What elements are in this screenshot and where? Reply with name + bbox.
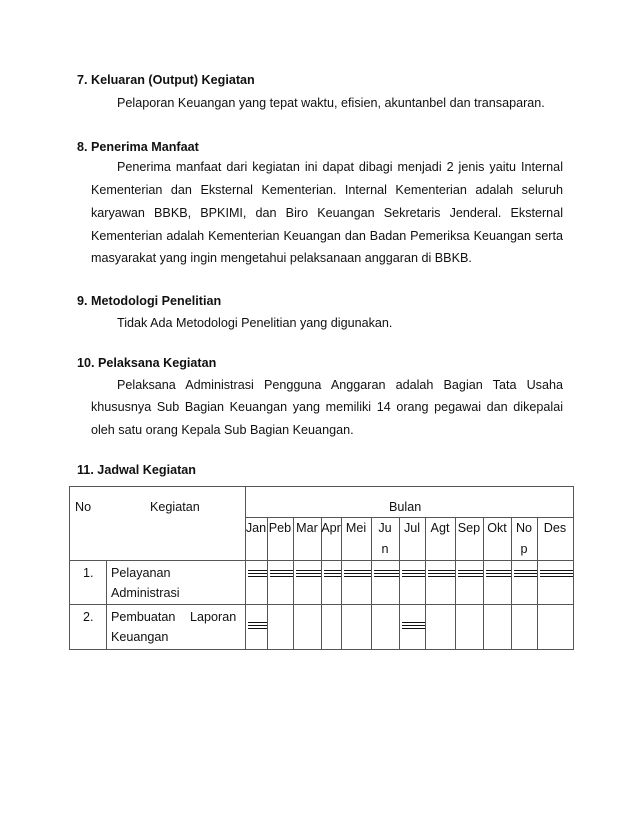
month-label: Okt: [487, 521, 507, 535]
month-column-divider: [537, 517, 538, 650]
schedule-bar: [344, 570, 371, 577]
row-1-kegiatan-line-1: Pelayanan: [111, 566, 171, 580]
month-label: Apr: [321, 521, 341, 535]
month-label: Des: [543, 521, 567, 535]
section-7-text: Pelaporan Keuangan yang tepat waktu, efisien, akuntanbel dan transaparan.: [117, 96, 545, 110]
schedule-bar: [540, 570, 573, 577]
table-border-left: [69, 486, 70, 650]
month-column-divider: [293, 517, 294, 650]
month-label: Jul: [403, 521, 421, 535]
month-label: Agt: [430, 521, 450, 535]
table-border-top: [69, 486, 574, 487]
schedule-bar: [270, 570, 293, 577]
section-8-line-4: Kementerian adalah Kementerian Keuangan dan Badan Pemeriksa Keuangan serta: [91, 229, 563, 243]
section-10-line-3: oleh satu orang Kepala Sub Bagian Keuangan.: [91, 423, 354, 437]
month-label-continued: n: [381, 542, 389, 556]
schedule-bar: [296, 570, 321, 577]
table-month-divider: [245, 517, 574, 518]
schedule-bar: [402, 622, 425, 629]
month-label: Peb: [268, 521, 292, 535]
header-no: No: [75, 500, 92, 514]
month-column-divider: [371, 517, 372, 650]
schedule-bar: [324, 570, 341, 577]
month-label: Mei: [345, 521, 367, 535]
schedule-bar: [486, 570, 511, 577]
row-2-kegiatan-line-1b: Laporan: [190, 610, 237, 624]
table-border-right: [573, 486, 574, 650]
month-column-divider: [483, 517, 484, 650]
month-column-divider: [455, 517, 456, 650]
month-label: Sep: [457, 521, 481, 535]
section-8-line-3: karyawan BBKB, BPKIMI, dan Biro Keuangan Sekretaris Jenderal. Eksternal: [91, 206, 563, 220]
month-label: Ju: [378, 521, 392, 535]
header-bulan: Bulan: [389, 500, 422, 514]
header-kegiatan: Kegiatan: [150, 500, 200, 514]
month-label: No: [515, 521, 533, 535]
section-10-line-2: khususnya Sub Bagian Keuangan yang memiliki 14 orang pegawai dan dikepalai: [91, 400, 563, 414]
table-col-kegiatan-divider: [245, 486, 246, 650]
section-9-text: Tidak Ada Metodologi Penelitian yang digunakan.: [117, 316, 393, 330]
schedule-bar: [428, 570, 455, 577]
section-10-heading: 10. Pelaksana Kegiatan: [77, 356, 217, 370]
schedule-bar: [248, 570, 267, 577]
month-column-divider: [425, 517, 426, 650]
row-2-kegiatan-line-1: Pembuatan: [111, 610, 176, 624]
row-2-no: 2.: [83, 610, 94, 624]
month-column-divider: [399, 517, 400, 650]
section-8-line-5: masyarakat yang ingin mengetahui pelaksanaan anggaran di BBKB.: [91, 251, 472, 265]
month-label-continued: p: [520, 542, 528, 556]
schedule-bar: [248, 622, 267, 629]
schedule-bar: [514, 570, 537, 577]
row-1-no: 1.: [83, 566, 94, 580]
month-column-divider: [341, 517, 342, 650]
month-column-divider: [511, 517, 512, 650]
row-1-kegiatan-line-2: Administrasi: [111, 586, 180, 600]
schedule-bar: [458, 570, 483, 577]
schedule-bar: [402, 570, 425, 577]
month-column-divider: [267, 517, 268, 650]
section-8-heading: 8. Penerima Manfaat: [77, 140, 199, 154]
section-8-line-2: Kementerian dan Eksternal Kementerian. Internal Kementerian adalah seluruh: [91, 183, 563, 197]
month-label: Jan: [245, 521, 267, 535]
row-2-kegiatan-line-2: Keuangan: [111, 630, 169, 644]
section-10-line-1: Pelaksana Administrasi Pengguna Anggaran adalah Bagian Tata Usaha: [117, 378, 563, 392]
month-label: Mar: [296, 521, 318, 535]
month-column-divider: [321, 517, 322, 650]
table-col-no-divider: [106, 560, 107, 650]
section-9-heading: 9. Metodologi Penelitian: [77, 294, 222, 308]
schedule-bar: [374, 570, 399, 577]
section-8-line-1: Penerima manfaat dari kegiatan ini dapat dibagi menjadi 2 jenis yaitu Internal: [117, 160, 563, 174]
section-7-heading: 7. Keluaran (Output) Kegiatan: [77, 73, 255, 87]
schedule-table: [69, 486, 574, 650]
section-11-heading: 11. Jadwal Kegiatan: [77, 463, 196, 477]
